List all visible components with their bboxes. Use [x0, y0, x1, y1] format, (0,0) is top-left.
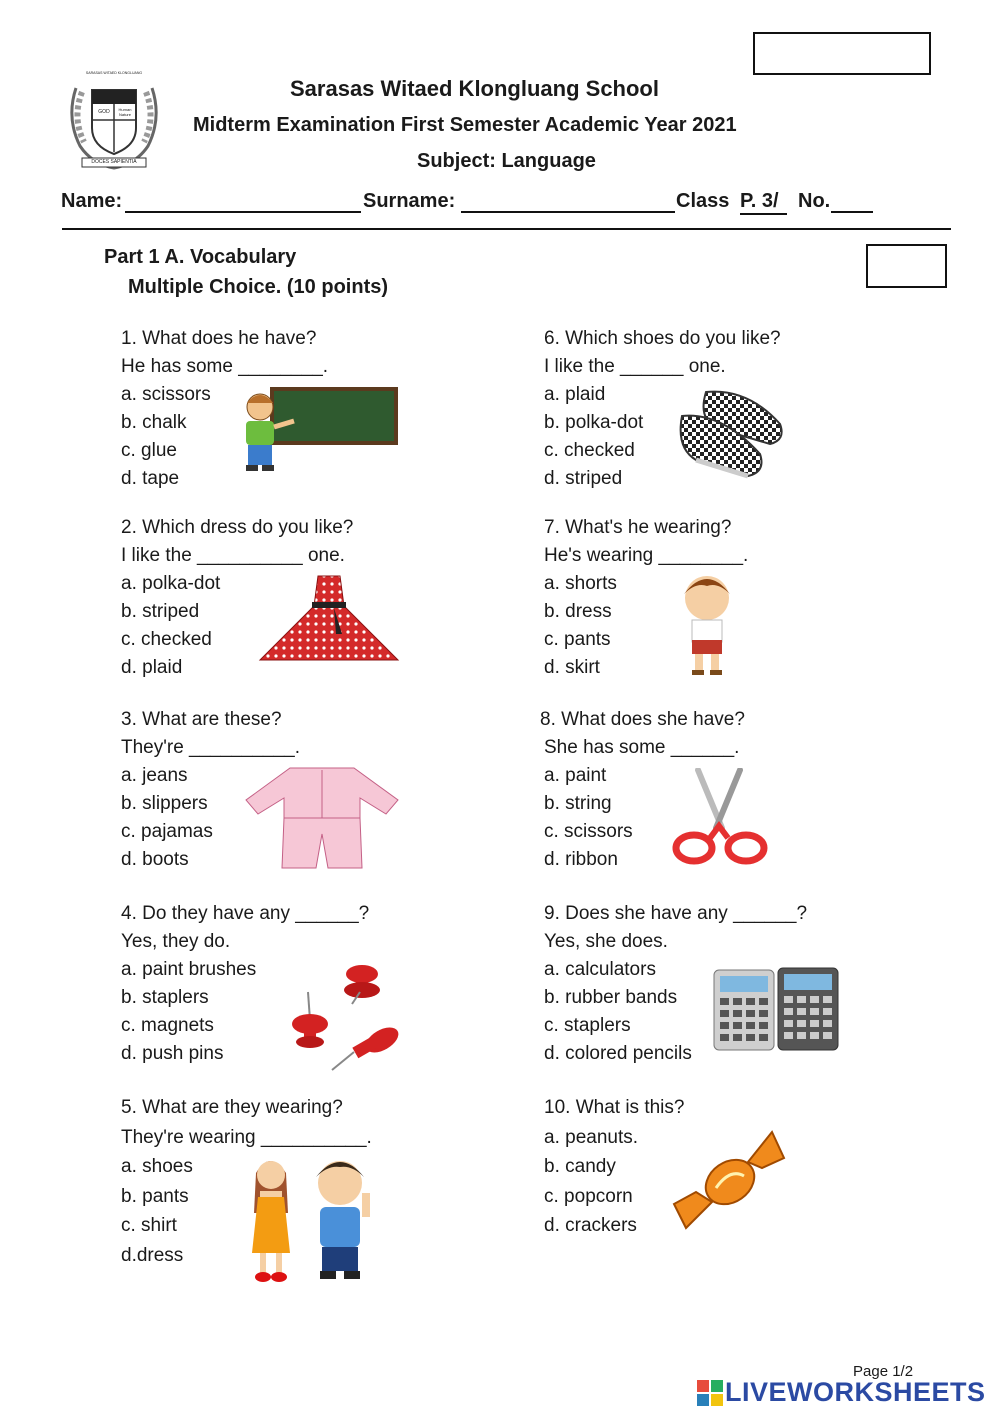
part-title: Part 1 A. Vocabulary — [104, 246, 297, 268]
option-a[interactable]: a. shoes — [121, 1156, 193, 1177]
school-logo — [62, 68, 166, 174]
question-stem: 8. What does she have? — [540, 709, 745, 730]
answer-line: He has some ________. — [121, 356, 329, 377]
answer-line: She has some ______. — [544, 737, 740, 758]
polka-dot-dress-image — [256, 572, 402, 669]
option-c[interactable]: c. glue — [121, 440, 177, 461]
brand-prefix: LIVE — [725, 1377, 788, 1407]
option-b[interactable]: b. staplers — [121, 987, 209, 1008]
option-a[interactable]: a. shorts — [544, 573, 617, 594]
logo-top-text: SARASAS WITAED KLONGLUANG — [85, 71, 143, 75]
option-b[interactable]: b. slippers — [121, 793, 208, 814]
logo-motto: DOCES SAPIENTIA — [91, 159, 137, 165]
option-a[interactable]: a. scissors — [121, 384, 211, 405]
question-stem: 4. Do they have any ______? — [121, 903, 370, 924]
boy-shorts-image — [668, 572, 746, 681]
exam-title: Midterm Examination First Semester Academic Year 2021 — [193, 114, 737, 136]
option-a[interactable]: a. jeans — [121, 765, 188, 786]
option-b[interactable]: b. chalk — [121, 412, 187, 433]
option-d[interactable]: d. push pins — [121, 1043, 224, 1064]
header-divider — [62, 228, 951, 230]
surname-field[interactable] — [461, 211, 675, 213]
option-d[interactable]: d. skirt — [544, 657, 600, 678]
question-stem: 10. What is this? — [544, 1097, 685, 1118]
score-box-top[interactable] — [753, 32, 931, 75]
option-a[interactable]: a. paint — [544, 765, 607, 786]
option-c[interactable]: c. popcorn — [544, 1185, 633, 1207]
answer-line: I like the __________ one. — [121, 545, 345, 566]
pajamas-image — [244, 764, 400, 875]
option-c[interactable]: c. shirt — [121, 1215, 177, 1236]
question-stem: 1. What does he have? — [121, 328, 317, 349]
boy-chalkboard-image — [238, 385, 400, 478]
question-stem: 2. Which dress do you like? — [121, 517, 354, 538]
no-label: No. — [798, 190, 831, 212]
candy-image — [672, 1128, 786, 1239]
option-c[interactable]: c. scissors — [544, 821, 633, 842]
liveworksheets-icon — [697, 1380, 723, 1406]
question-stem: 3. What are these? — [121, 709, 282, 730]
option-c[interactable]: c. pants — [544, 629, 611, 650]
option-d[interactable]: d. boots — [121, 849, 189, 870]
subject-title: Subject: Language — [417, 150, 596, 172]
brand-suffix: WORKSHEETS — [787, 1377, 986, 1407]
checked-shoes-image — [676, 388, 786, 489]
option-d[interactable]: d. crackers — [544, 1215, 637, 1236]
option-d[interactable]: d. ribbon — [544, 849, 618, 870]
option-d[interactable]: d. striped — [544, 468, 623, 489]
option-a[interactable]: a. calculators — [544, 959, 656, 980]
answer-line: He's wearing ________. — [544, 545, 749, 566]
option-d[interactable]: d. colored pencils — [544, 1043, 692, 1064]
question-stem: 5. What are they wearing? — [121, 1097, 343, 1118]
logo-right-text: Human Nature — [118, 107, 132, 117]
option-b[interactable]: b. candy — [544, 1156, 616, 1177]
option-c[interactable]: c. checked — [544, 440, 635, 461]
push-pins-image — [282, 962, 406, 1081]
answer-line: I like the ______ one. — [544, 356, 726, 377]
calculators-image — [712, 966, 840, 1057]
name-label: Name: — [61, 190, 123, 212]
option-b[interactable]: b. pants — [121, 1185, 189, 1207]
score-box-part1[interactable] — [866, 244, 947, 288]
option-d[interactable]: d. tape — [121, 468, 180, 489]
option-a[interactable]: a. paint brushes — [121, 959, 257, 980]
option-c[interactable]: c. checked — [121, 629, 212, 650]
liveworksheets-logo — [697, 1377, 986, 1408]
option-c[interactable]: c. magnets — [121, 1015, 214, 1036]
scissors-image — [670, 768, 770, 871]
school-name: Sarasas Witaed Klongluang School — [290, 76, 659, 101]
part-instruction: Multiple Choice. (10 points) — [128, 276, 389, 298]
option-c[interactable]: c. pajamas — [121, 821, 213, 842]
answer-line: Yes, they do. — [121, 931, 231, 952]
answer-line: They're __________. — [121, 737, 300, 758]
answer-line: Yes, she does. — [544, 931, 668, 952]
question-stem: 7. What's he wearing? — [544, 517, 732, 538]
option-c[interactable]: c. staplers — [544, 1015, 631, 1036]
option-a[interactable]: a. plaid — [544, 384, 606, 405]
option-d[interactable]: d.dress — [121, 1244, 184, 1266]
girl-and-boy-image — [248, 1153, 382, 1290]
logo-left-text: GOD — [98, 109, 110, 115]
class-value[interactable]: P. 3/ — [740, 190, 787, 215]
option-b[interactable]: b. dress — [544, 601, 612, 622]
option-b[interactable]: b. striped — [121, 601, 200, 622]
option-b[interactable]: b. string — [544, 793, 612, 814]
class-label: Class — [676, 190, 730, 212]
question-stem: 6. Which shoes do you like? — [544, 328, 781, 349]
option-b[interactable]: b. rubber bands — [544, 987, 678, 1008]
option-a[interactable]: a. polka-dot — [121, 573, 221, 594]
no-field[interactable] — [831, 211, 873, 213]
question-stem: 9. Does she have any ______? — [544, 903, 808, 924]
name-field[interactable] — [125, 211, 361, 213]
option-d[interactable]: d. plaid — [121, 657, 183, 678]
option-b[interactable]: b. polka-dot — [544, 412, 644, 433]
page-number: Page 1/2 — [853, 1363, 914, 1380]
option-a[interactable]: a. peanuts. — [544, 1126, 639, 1148]
surname-label: Surname: — [363, 190, 456, 212]
answer-line: They're wearing __________. — [121, 1126, 372, 1148]
